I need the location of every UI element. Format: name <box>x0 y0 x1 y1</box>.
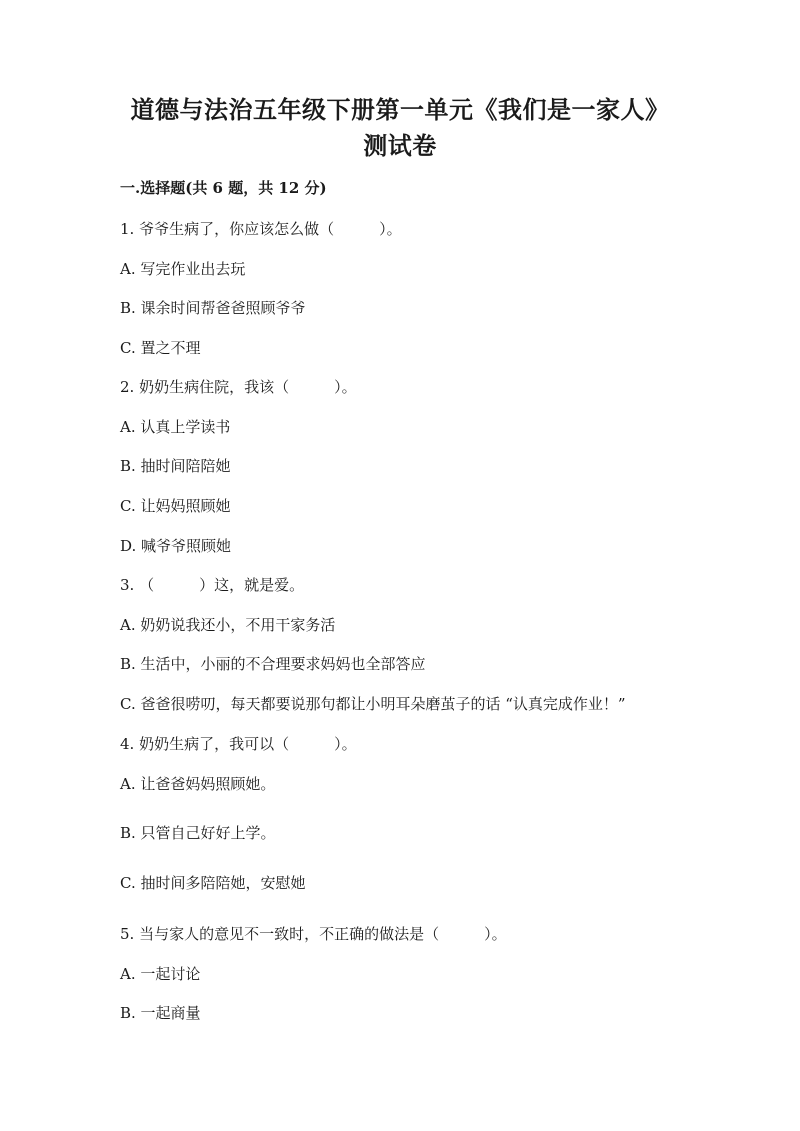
question-4-option-a: A. 让爸爸妈妈照顾她。 <box>120 775 276 793</box>
question-3-stem: 3. （ ）这，就是爱。 <box>120 576 305 594</box>
question-3-option-a: A. 奶奶说我还小，不用干家务活 <box>120 616 336 634</box>
question-2-option-d: D. 喊爷爷照顾她 <box>120 537 232 555</box>
question-4-option-b: B. 只管自己好好上学。 <box>120 824 276 842</box>
question-3-option-c: C. 爸爸很唠叨，每天都要说那句都让小明耳朵磨茧子的话 “认真完成作业！” <box>120 695 626 713</box>
question-1-stem: 1. 爷爷生病了，你应该怎么做（ ）。 <box>120 220 402 238</box>
question-1-option-b: B. 课余时间帮爸爸照顾爷爷 <box>120 299 306 317</box>
question-1-option-c: C. 置之不理 <box>120 339 201 357</box>
question-5-stem: 5. 当与家人的意见不一致时，不正确的做法是（ ）。 <box>120 925 507 943</box>
question-2-stem: 2. 奶奶生病住院，我该（ ）。 <box>120 378 357 396</box>
question-3-option-b: B. 生活中，小丽的不合理要求妈妈也全部答应 <box>120 655 426 673</box>
question-4-option-c: C. 抽时间多陪陪她，安慰她 <box>120 874 306 892</box>
question-2-option-a: A. 认真上学读书 <box>120 418 231 436</box>
question-2-option-b: B. 抽时间陪陪她 <box>120 457 231 475</box>
question-2-option-c: C. 让妈妈照顾她 <box>120 497 231 515</box>
page-title: 道德与法治五年级下册第一单元《我们是一家人》 <box>130 95 670 124</box>
question-4-stem: 4. 奶奶生病了，我可以（ ）。 <box>120 735 357 753</box>
question-5-option-b: B. 一起商量 <box>120 1004 201 1022</box>
question-1-option-a: A. 写完作业出去玩 <box>120 260 246 278</box>
page-subtitle: 测试卷 <box>363 131 437 160</box>
section-heading: 一.选择题(共 6 题，共 12 分) <box>120 179 327 197</box>
question-5-option-a: A. 一起讨论 <box>120 965 201 983</box>
